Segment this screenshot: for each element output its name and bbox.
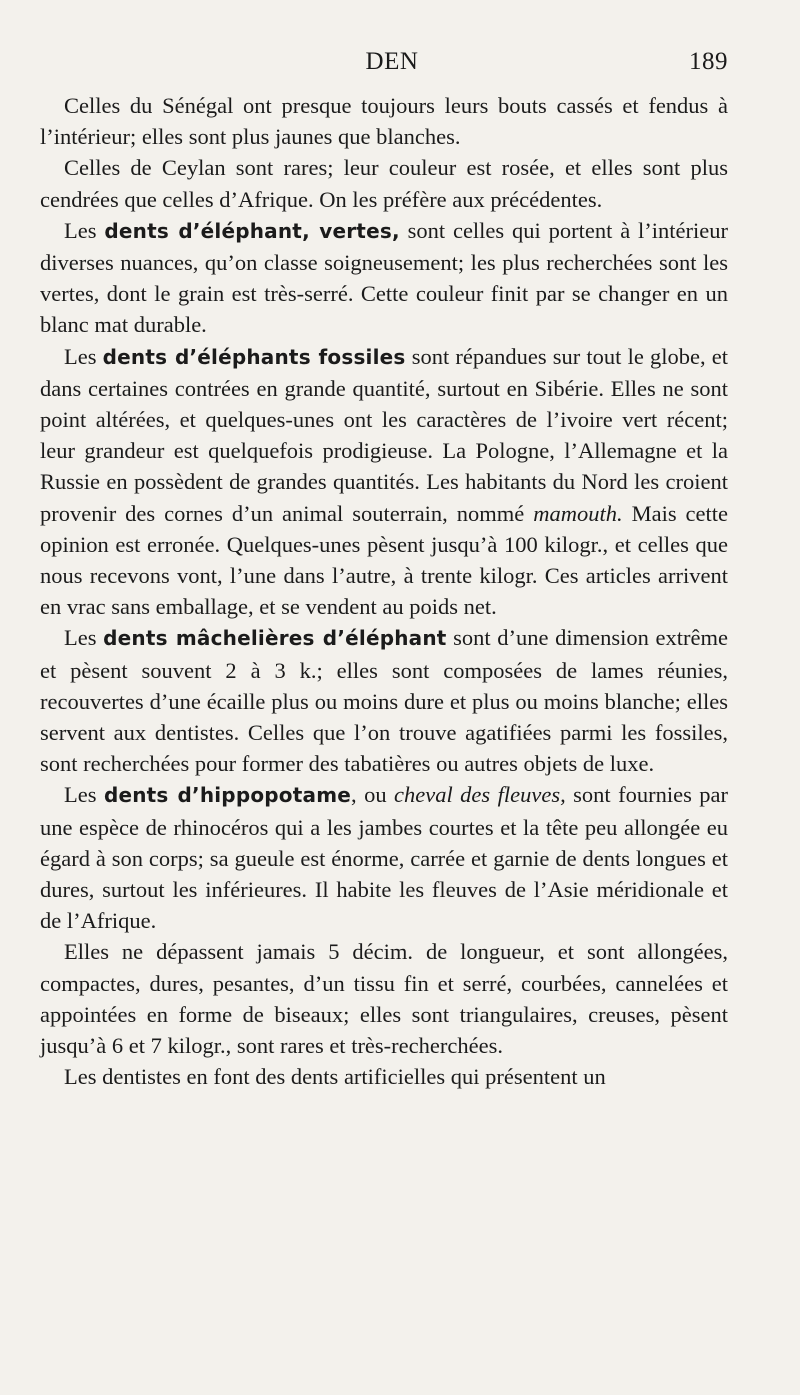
paragraph-dents-vertes [40, 215, 728, 341]
paragraph-text: sont d’une dimension extrême et pèsent souvent 2 à 3 k.; elles sont composées de lames réunies, recouvertes d’une écaille plus ou moins dure et plus ou moins blanche; elles servent aux dentistes. Celles que l’on trouve agatifiées parmi les fossiles, sont recherchées pour former des tabatières ou autres objets de luxe. [40, 625, 728, 777]
paragraph-dents-hippopotame [40, 779, 728, 936]
paragraph-ceylan [40, 152, 728, 214]
paragraph-lead: Les [64, 217, 105, 243]
paragraph-text: Les dentistes en font des dents artificielles qui présentent un [64, 1064, 606, 1090]
paragraph-dentistes [40, 1061, 728, 1092]
italic-term: cheval des fleuves, [394, 782, 566, 808]
paragraph-text: Celles du Sénégal ont presque toujours leurs bouts cassés et fendus à l’intérieur; elles sont plus jaunes que blanches. [40, 93, 728, 150]
paragraph-lead: Les [64, 782, 104, 808]
paragraph-dents-machelieres [40, 622, 728, 779]
paragraph-text: , ou [351, 782, 395, 808]
running-header [40, 48, 728, 84]
book-page [40, 48, 728, 1093]
page-number: 189 [689, 48, 728, 75]
running-title: DEN [365, 48, 419, 75]
entry-term: dents d’éléphants fossiles [102, 344, 406, 369]
paragraph-text: sont celles qui portent à l’intérieur diverses nuances, qu’on classe soigneusement; les plus recherchées sont les vertes, dont le grain est très-serré. Cette couleur finit par se changer en un blanc mat durable. [40, 217, 728, 338]
paragraph-lead: Les [64, 625, 104, 651]
entry-term: dents d’éléphant, vertes, [104, 218, 400, 243]
body-text [40, 90, 728, 1093]
paragraph-text: sont fournies par une espèce de rhinocéros qui a les jambes courtes et la tête peu allongée eu égard à son corps; sa gueule est énorme, carrée et garnie de dents longues et dures, surtout les inférieures. Il habite les fleuves de l’Asie méridionale et de l’Afrique. [40, 782, 729, 934]
paragraph-lead: Les [64, 343, 103, 369]
paragraph-dents-fossiles [40, 341, 728, 623]
entry-term: dents mâchelières d’éléphant [103, 626, 447, 651]
italic-term: mamouth. [533, 500, 623, 526]
paragraph-text: Celles de Ceylan sont rares; leur couleur est rosée, et elles sont plus cendrées que celles d’Afrique. On les préfère aux précédentes. [40, 155, 728, 212]
entry-term: dents d’hippopotame [103, 783, 352, 808]
paragraph-text: Mais cette opinion est erronée. Quelques-unes pèsent jusqu’à 100 kilogr., et celles que nous recevons vont, l’une dans l’autre, à trente kilogr. Ces articles arrivent en vrac sans emballage, et se vendent au poids net. [40, 500, 728, 620]
paragraph-dimensions [40, 936, 728, 1061]
paragraph-text: Elles ne dépassent jamais 5 décim. de longueur, et sont allongées, compactes, dures, pesantes, d’un tissu fin et serré, courbées, cannelées et appointées en forme de biseaux; elles sont triangulaires, creuses, pèsent jusqu’à 6 et 7 kilogr., sont rares et très-recherchées. [40, 939, 728, 1059]
paragraph-senegal [40, 90, 728, 152]
paragraph-text: sont répandues sur tout le globe, et dans certaines contrées en grande quantité, surtout en Sibérie. Elles ne sont point altérées, et quelques-unes ont les caractères de l’ivoire vert récent; leur grandeur est quelquefois prodigieuse. La Pologne, l’Allemagne et la Russie en possèdent de grandes quantités. Les habitants du Nord les croient provenir des cornes d’un animal souterrain, nommé [40, 343, 728, 526]
